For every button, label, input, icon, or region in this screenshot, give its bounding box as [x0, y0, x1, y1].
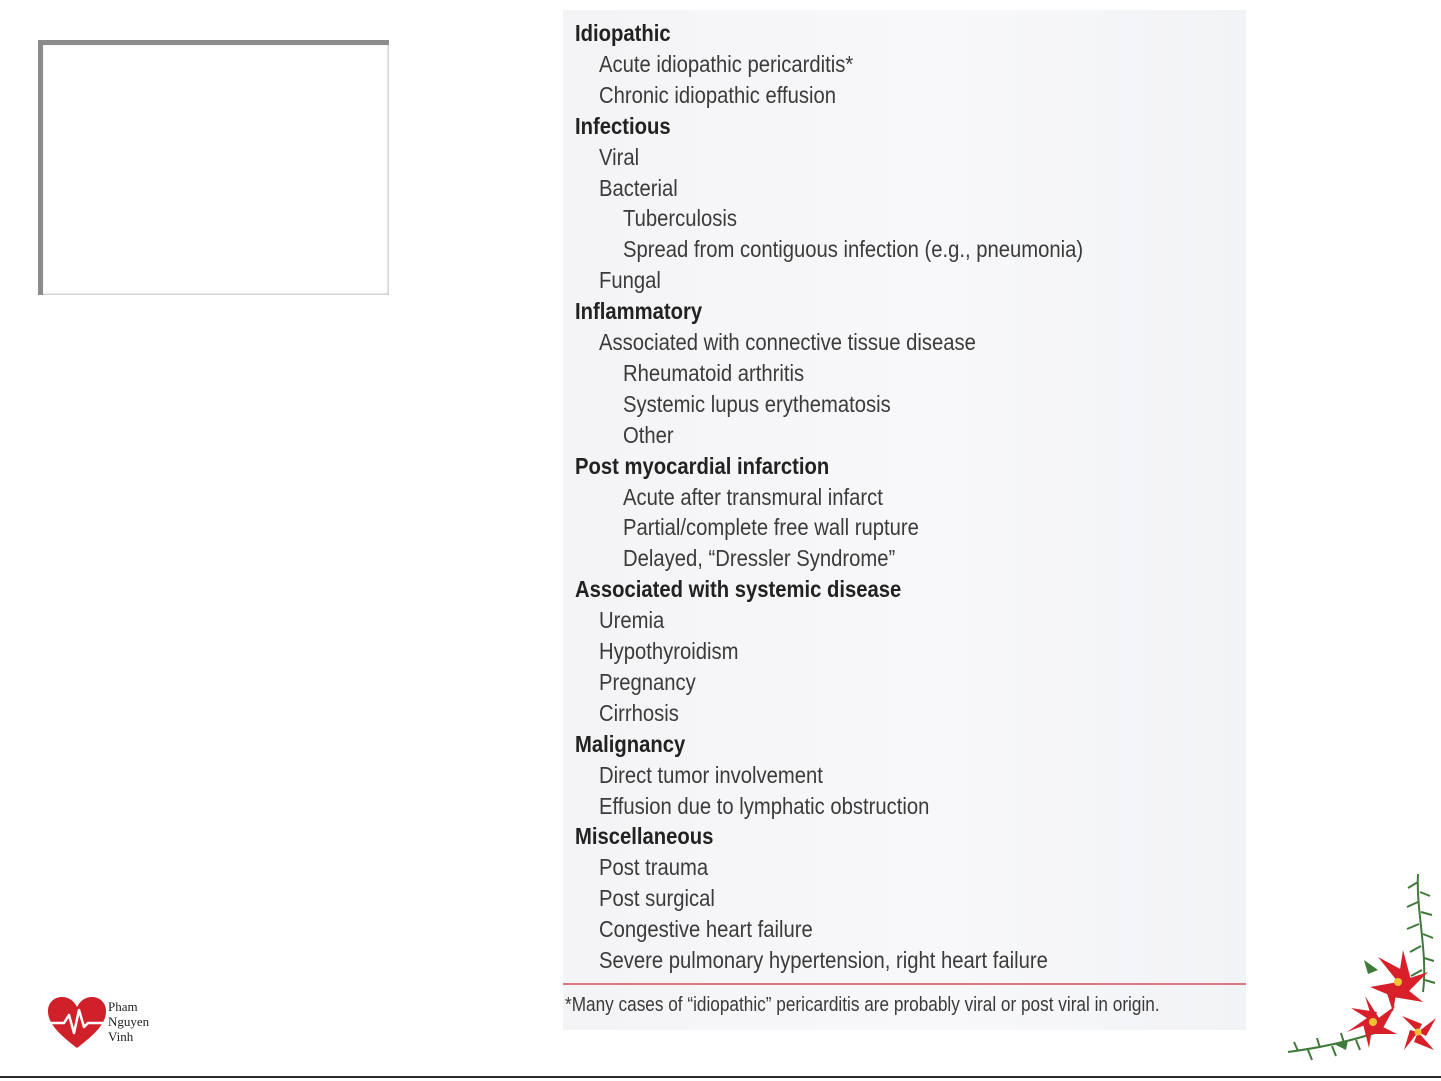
category-heading: Miscellaneous — [575, 823, 714, 850]
logo — [46, 996, 176, 1052]
list-item: Fungal — [599, 267, 661, 294]
scanned-table — [563, 10, 1246, 1030]
list-item: Congestive heart failure — [599, 916, 813, 943]
category-heading: Associated with systemic disease — [575, 576, 902, 603]
logo-line-1: Pham — [108, 999, 138, 1014]
list-item: Severe pulmonary hypertension, right heart failure — [599, 947, 1048, 973]
category-heading: Infectious — [575, 112, 671, 139]
poinsettia-decoration-icon — [1278, 872, 1441, 1070]
list-item: Chronic idiopathic effusion — [599, 81, 837, 108]
list-item: Post surgical — [599, 885, 715, 912]
list-item: Spread from contiguous infection (e.g., pneumonia) — [623, 236, 1084, 263]
logo-text — [108, 999, 149, 1044]
list-item: Partial/complete free wall rupture — [623, 514, 919, 541]
list-item: Hypothyroidism — [599, 638, 739, 664]
list-item: Systemic lupus erythematosis — [623, 390, 891, 417]
list-item: Rheumatoid arthritis — [623, 359, 805, 386]
list-item: Bacterial — [599, 174, 678, 201]
category-heading: Malignancy — [575, 730, 686, 757]
list-item: Acute idiopathic pericarditis* — [599, 50, 854, 77]
list-item: Post trauma — [599, 854, 709, 881]
list-item: Acute after transmural infarct — [623, 483, 883, 510]
bottom-divider — [0, 1076, 1441, 1078]
heart-logo-icon — [46, 996, 108, 1050]
footnote-rule — [563, 983, 1246, 985]
list-item: Tuberculosis — [623, 205, 738, 232]
list-item: Effusion due to lymphatic obstruction — [599, 792, 930, 819]
list-item: Direct tumor involvement — [599, 761, 823, 788]
list-item: Uremia — [599, 607, 665, 634]
list-item: Cirrhosis — [599, 699, 679, 726]
category-heading: Idiopathic — [575, 20, 671, 46]
footnote: *Many cases of “idiopathic” pericarditis are probably viral or post viral in origin. — [565, 994, 1160, 1016]
list-item: Other — [623, 421, 674, 448]
list-item: Associated with connective tissue disease — [599, 329, 976, 355]
logo-line-2: Nguyen — [108, 1014, 150, 1029]
list-item: Pregnancy — [599, 668, 696, 695]
category-heading: Post myocardial infarction — [575, 452, 830, 479]
list-item: Delayed, “Dressler Syndrome” — [623, 545, 896, 572]
empty-frame — [38, 40, 389, 295]
list-item: Viral — [599, 143, 640, 170]
logo-line-3: Vinh — [108, 1029, 134, 1044]
category-heading: Inflammatory — [575, 298, 703, 325]
